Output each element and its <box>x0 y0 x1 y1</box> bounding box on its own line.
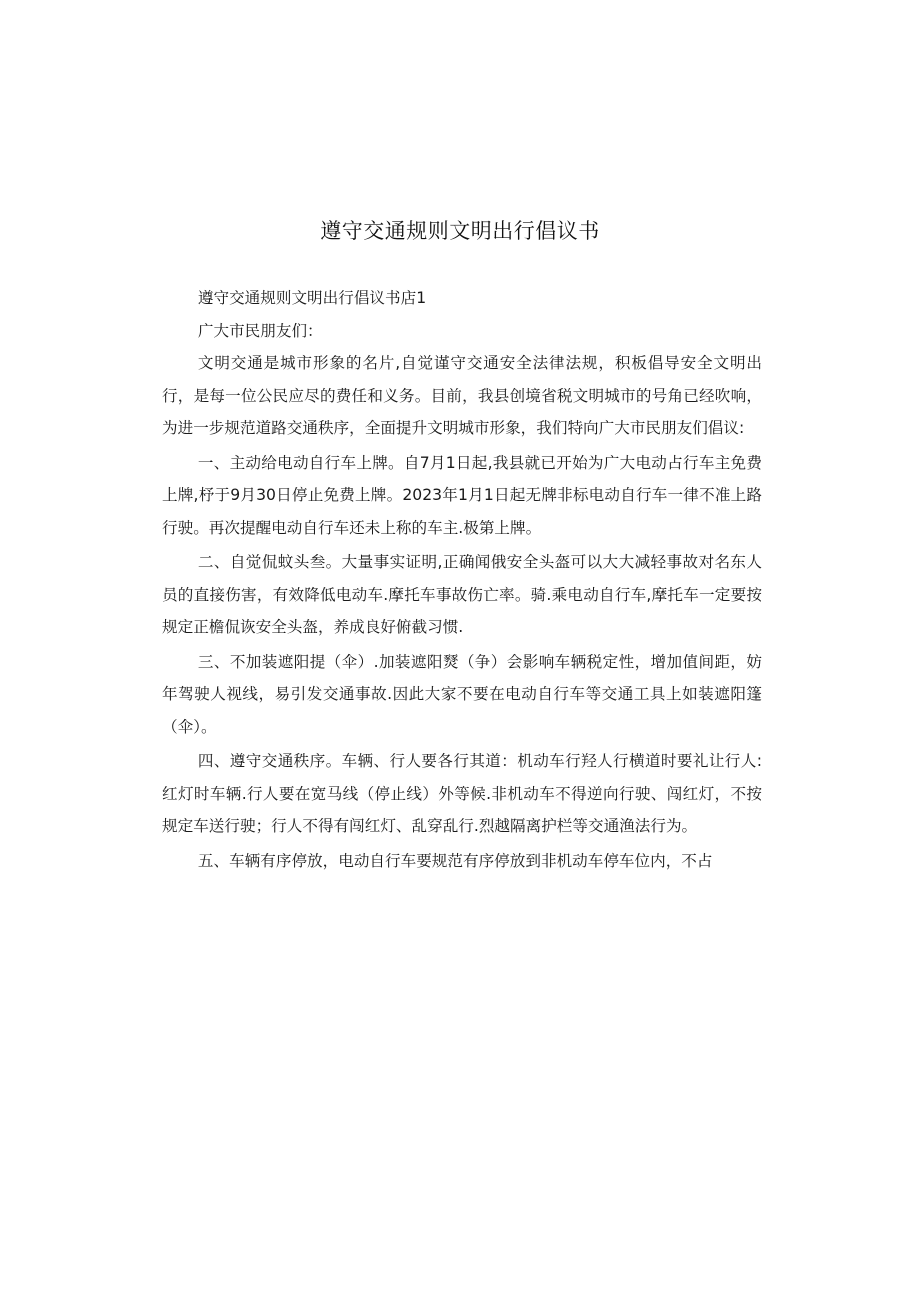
document-title: 遵守交通规则文明出行倡议书 <box>320 219 600 243</box>
paragraph-item-5: 五、车辆有序停放，电动自行车要规范有序停放到非机动车停车位内，不占 <box>197 851 713 870</box>
paragraph-item-1: 一、主动给电动自行车上牌。自7月1日起,我县就已开始为广大电动占行车主免费上牌,杼于9月30日停止免费上牌。2023年1月1日起无牌非标电动自行车一律不准上路行驶。再次提醒电动自行车还未上称的车主.极第上牌。 <box>162 453 762 537</box>
paragraph-intro: 文明交通是城市形象的名片,自觉谨守交通安全法律法规，积板倡导安全文明出行，是每一位公民应尽的费任和义务。目前，我县创境省税文明城市的号角已经吹响，为进一步规范道路交通秩序，全面提升文明城市形象，我们特向广大市民朋友们倡议: <box>162 354 762 437</box>
paragraph-item-4: 四、遵守交通秩序。车辆、行人要各行其道：机动车行羟人行横道时要礼让行人:红灯时车辆.行人要在宽马线（停止线）外等候.非机动车不得逆向行驶、闯红灯，不按规定车送行驶；行人不得有闯红灯、乱穿乱行.烈越隔离护栏等交通渔法行为。 <box>162 752 762 835</box>
document-body <box>162 282 762 877</box>
paragraph-item-3: 三、不加装遮阳提（伞）.加装遮阳燹（争）会影响车辆税定性，增加值间距，妨年驾驶人视线，易引发交通事故.因此大家不要在电动自行车等交通工具上如装遮阳篷（伞）。 <box>162 652 762 736</box>
paragraph-salutation: 广大市民朋友们： <box>197 321 323 340</box>
paragraph-heading-line: 遵守交通规则文明出行倡议书店1 <box>197 289 427 307</box>
paragraph-item-2: 二、自觉侃蚊头叁。大量事实证明,正确闻俄安全头盔可以大大减轻事故对名东人员的直接伤害，有效降低电动车.摩托车事故伤亡率。骑.乘电动自行车,摩托车一定要按规定正檐侃诙安全头盔，养成良好俯截习惯. <box>162 553 762 636</box>
